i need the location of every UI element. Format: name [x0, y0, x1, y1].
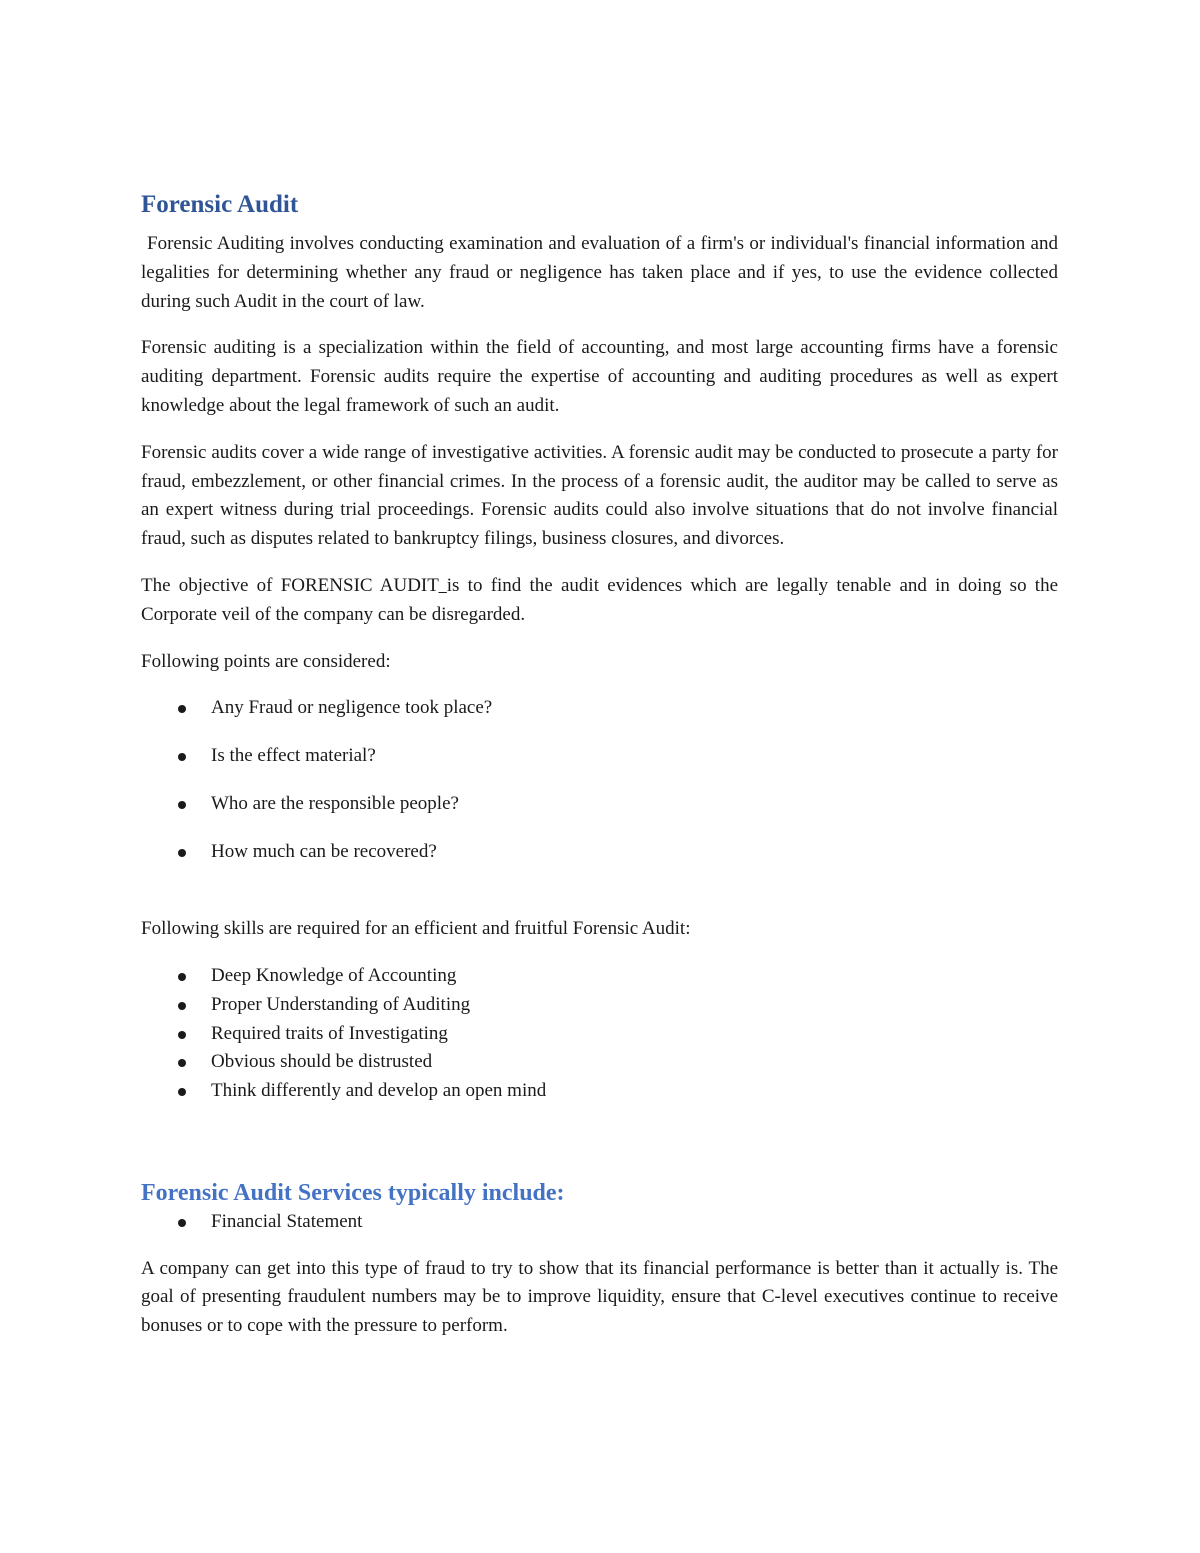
page-title: Forensic Audit — [141, 191, 299, 218]
intro-paragraph: Forensic Auditing involves conducting examination and evaluation of a firm's or individual's financial information and legalities for determining whether any fraud or negligence has taken place and if yes, to use the evidence collected during such Audit in the court of law. — [141, 233, 1058, 312]
bullet-icon — [178, 1031, 186, 1039]
list-item: Is the effect material? — [141, 742, 1058, 771]
list-item: Financial Statement — [141, 1208, 1058, 1237]
objective-text-start: The objective of FORENSIC AUDIT — [141, 574, 439, 596]
list-item: Required traits of Investigating — [141, 1020, 1058, 1049]
bullet-icon — [178, 1088, 186, 1096]
bullet-icon — [178, 753, 186, 761]
services-heading: Forensic Audit Services typically include: — [141, 1179, 565, 1206]
bullet-icon — [178, 1059, 186, 1067]
objective-underline-mark — [439, 575, 447, 596]
document-page — [141, 190, 1058, 1359]
points-list — [141, 694, 1058, 867]
bullet-icon — [178, 973, 186, 981]
list-item: Proper Understanding of Auditing — [141, 991, 1058, 1020]
list-item: Obvious should be distrusted — [141, 1048, 1058, 1077]
investigative-paragraph: Forensic audits cover a wide range of investigative activities. A forensic audit may be conducted to prosecute a party for fraud, embezzlement, or other financial crimes. In the process of a forensic audit, the auditor may be called to serve as an expert witness during trial proceedings. Forensic audits could also involve situations that do not involve financial fraud, such as disputes related to bankruptcy filings, business closures, and divorces. — [141, 441, 1058, 550]
objective-text-end: is to find the audit evidences which are legally tenable and in doing so the Corporate veil of the company can be disregarded. — [141, 574, 1059, 625]
bullet-icon — [178, 849, 186, 857]
bullet-icon — [178, 705, 186, 713]
skills-list — [141, 962, 1058, 1106]
closing-paragraph: A company can get into this type of fraud to try to show that its financial performance is better than it actually is. The goal of presenting fraudulent numbers may be to improve liquidity, ensure that C-level executives continue to receive bonuses or to cope with the pressure to perform. — [141, 1257, 1058, 1337]
bullet-icon — [178, 801, 186, 809]
objective-paragraph — [141, 572, 1058, 630]
list-item: Think differently and develop an open mind — [141, 1077, 1058, 1106]
list-item: Who are the responsible people? — [141, 790, 1058, 819]
skills-intro: Following skills are required for an efficient and fruitful Forensic Audit: — [141, 918, 691, 940]
list-item: How much can be recovered? — [141, 838, 1058, 867]
bullet-icon — [178, 1219, 186, 1227]
bullet-icon — [178, 1002, 186, 1010]
list-item: Deep Knowledge of Accounting — [141, 962, 1058, 991]
points-intro: Following points are considered: — [141, 650, 391, 672]
specialization-paragraph: Forensic auditing is a specialization within the field of accounting, and most large accounting firms have a forensic auditing department. Forensic audits require the expertise of accounting and auditing procedures as well as expert knowledge about the legal framework of such an audit. — [141, 337, 1058, 416]
services-list — [141, 1208, 1058, 1237]
list-item: Any Fraud or negligence took place? — [141, 694, 1058, 723]
